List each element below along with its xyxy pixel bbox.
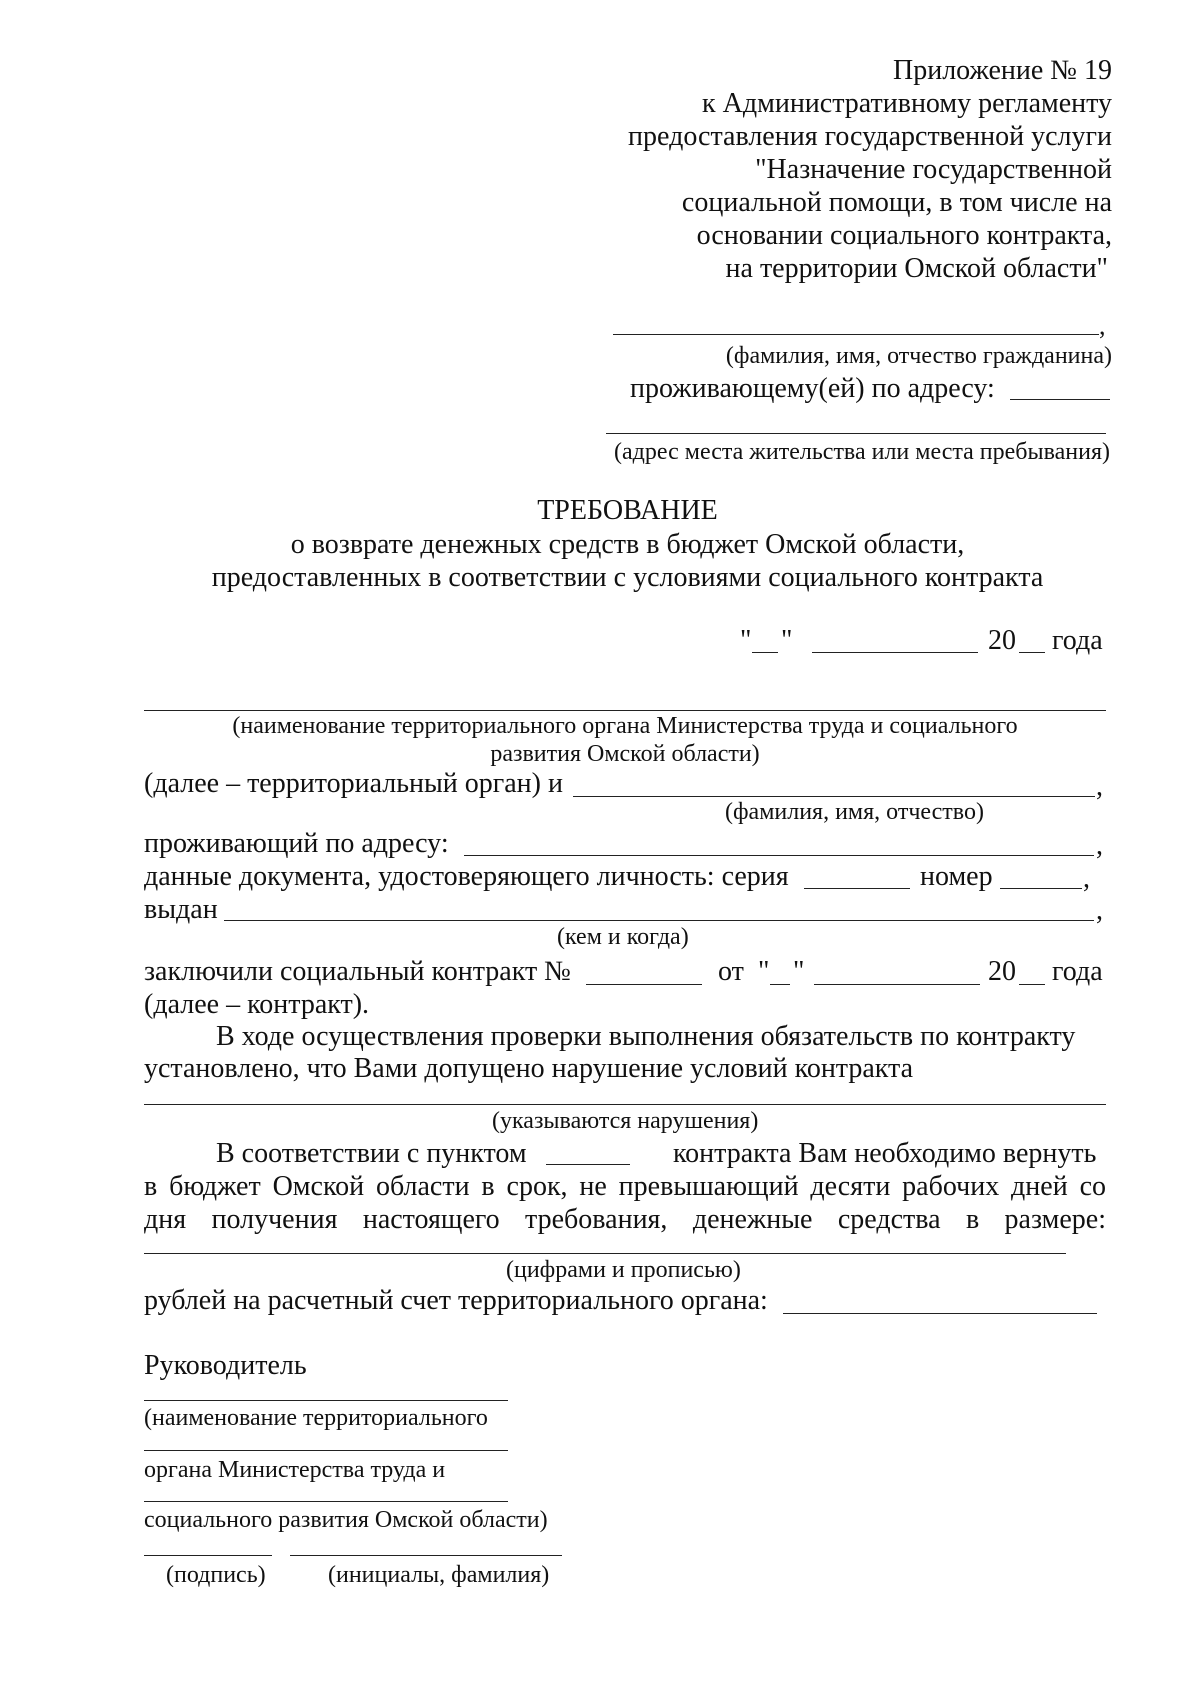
- citizen-name-caption: (фамилия, имя, отчество гражданина): [725, 343, 1112, 369]
- month-line: [812, 652, 978, 653]
- further-label: (далее – территориальный орган) и: [144, 768, 563, 799]
- head-label: Руководитель: [144, 1350, 307, 1381]
- initials-line: [290, 1555, 562, 1556]
- issued-caption: (кем и когда): [557, 924, 689, 950]
- doc-label: данные документа, удостоверяющего личность: серия: [144, 861, 789, 892]
- residing-label: проживающий по адресу:: [144, 828, 449, 859]
- address-caption: (адрес места жительства или места пребывания): [614, 439, 1110, 465]
- clause-line: [546, 1164, 630, 1165]
- address-line-short: [1010, 399, 1110, 400]
- contract-year-century: 20: [988, 956, 1016, 987]
- organ-caption: (наименование территориального органа Министерства труда и социального: [232, 713, 1018, 739]
- comma: ,: [1096, 771, 1103, 802]
- residing-line: [464, 855, 1094, 856]
- accord-text: В соответствии с пунктом: [216, 1138, 527, 1169]
- title-sub: о возврате денежных средств в бюджет Омской области,: [290, 529, 965, 560]
- number-label: номер: [920, 861, 993, 892]
- title-main: ТРЕБОВАНИЕ: [537, 495, 718, 526]
- year-word: года: [1052, 625, 1103, 656]
- appendix-line: на территории Омской области": [725, 253, 1108, 284]
- accord-text: дня получения настоящего требования, денежные средства в размере:: [144, 1204, 1106, 1235]
- year-word: года: [1052, 956, 1103, 987]
- quote: ": [758, 956, 770, 987]
- appendix-line: "Назначение государственной: [755, 154, 1112, 185]
- check-paragraph: установлено, что Вами допущено нарушение условий контракта: [144, 1053, 914, 1084]
- initials-caption: (инициалы, фамилия): [328, 1562, 550, 1588]
- signature-organ-line: [144, 1501, 508, 1502]
- appendix-line: социальной помощи, в том числе на: [681, 187, 1112, 218]
- signature-caption: (наименование территориального: [144, 1405, 488, 1431]
- accord-text: контракта Вам необходимо вернуть: [673, 1138, 1097, 1169]
- accord-text: в бюджет Омской области в срок, не превышающий десяти рабочих дней со: [144, 1171, 1106, 1202]
- sign-line: [144, 1555, 272, 1556]
- organ-caption: развития Омской области): [490, 741, 760, 767]
- signature-caption: органа Министерства труда и: [144, 1457, 446, 1483]
- series-line: [804, 888, 910, 889]
- account-line: [783, 1313, 1097, 1314]
- year-line: [1019, 652, 1045, 653]
- appendix-line: к Административному регламенту: [702, 88, 1112, 119]
- comma: ,: [1083, 863, 1090, 894]
- contract-further: (далее – контракт).: [144, 989, 370, 1020]
- issued-label: выдан: [144, 894, 218, 925]
- title-sub: предоставленных в соответствии с условиями социального контракта: [211, 562, 1044, 593]
- comma: ,: [1099, 311, 1106, 340]
- signature-organ-line: [144, 1400, 508, 1401]
- comma: ,: [1096, 830, 1103, 861]
- contract-month-line: [814, 984, 980, 985]
- signature-caption: социального развития Омской области): [144, 1507, 548, 1533]
- quote: ": [793, 956, 805, 987]
- contract-label: заключили социальный контракт №: [144, 956, 571, 987]
- quote: ": [781, 625, 793, 656]
- contract-number-line: [586, 984, 702, 985]
- year-century: 20: [988, 625, 1016, 656]
- check-paragraph: В ходе осуществления проверки выполнения обязательств по контракту: [216, 1021, 1076, 1052]
- sign-caption: (подпись): [166, 1562, 266, 1588]
- signature-organ-line: [144, 1450, 508, 1451]
- citizen-name-line: [613, 334, 1099, 335]
- amount-caption: (цифрами и прописью): [506, 1257, 741, 1283]
- number-line: [1000, 888, 1082, 889]
- appendix-number: Приложение № 19: [893, 55, 1112, 86]
- violations-line: [144, 1104, 1106, 1105]
- comma: ,: [1096, 895, 1103, 926]
- issued-line: [224, 920, 1094, 921]
- amount-line: [144, 1253, 1066, 1254]
- appendix-line: основании социального контракта,: [696, 220, 1112, 251]
- account-label: рублей на расчетный счет территориального органа:: [144, 1285, 768, 1316]
- address-line: [606, 433, 1106, 434]
- contract-year-line: [1019, 984, 1045, 985]
- fio-caption: (фамилия, имя, отчество): [725, 799, 984, 825]
- appendix-line: предоставления государственной услуги: [628, 121, 1112, 152]
- day-line: [752, 652, 778, 653]
- quote: ": [740, 625, 752, 656]
- contract-day-line: [770, 984, 790, 985]
- lives-at-label: проживающему(ей) по адресу:: [630, 373, 995, 404]
- violations-caption: (указываются нарушения): [492, 1108, 759, 1134]
- from-label: от: [718, 956, 744, 987]
